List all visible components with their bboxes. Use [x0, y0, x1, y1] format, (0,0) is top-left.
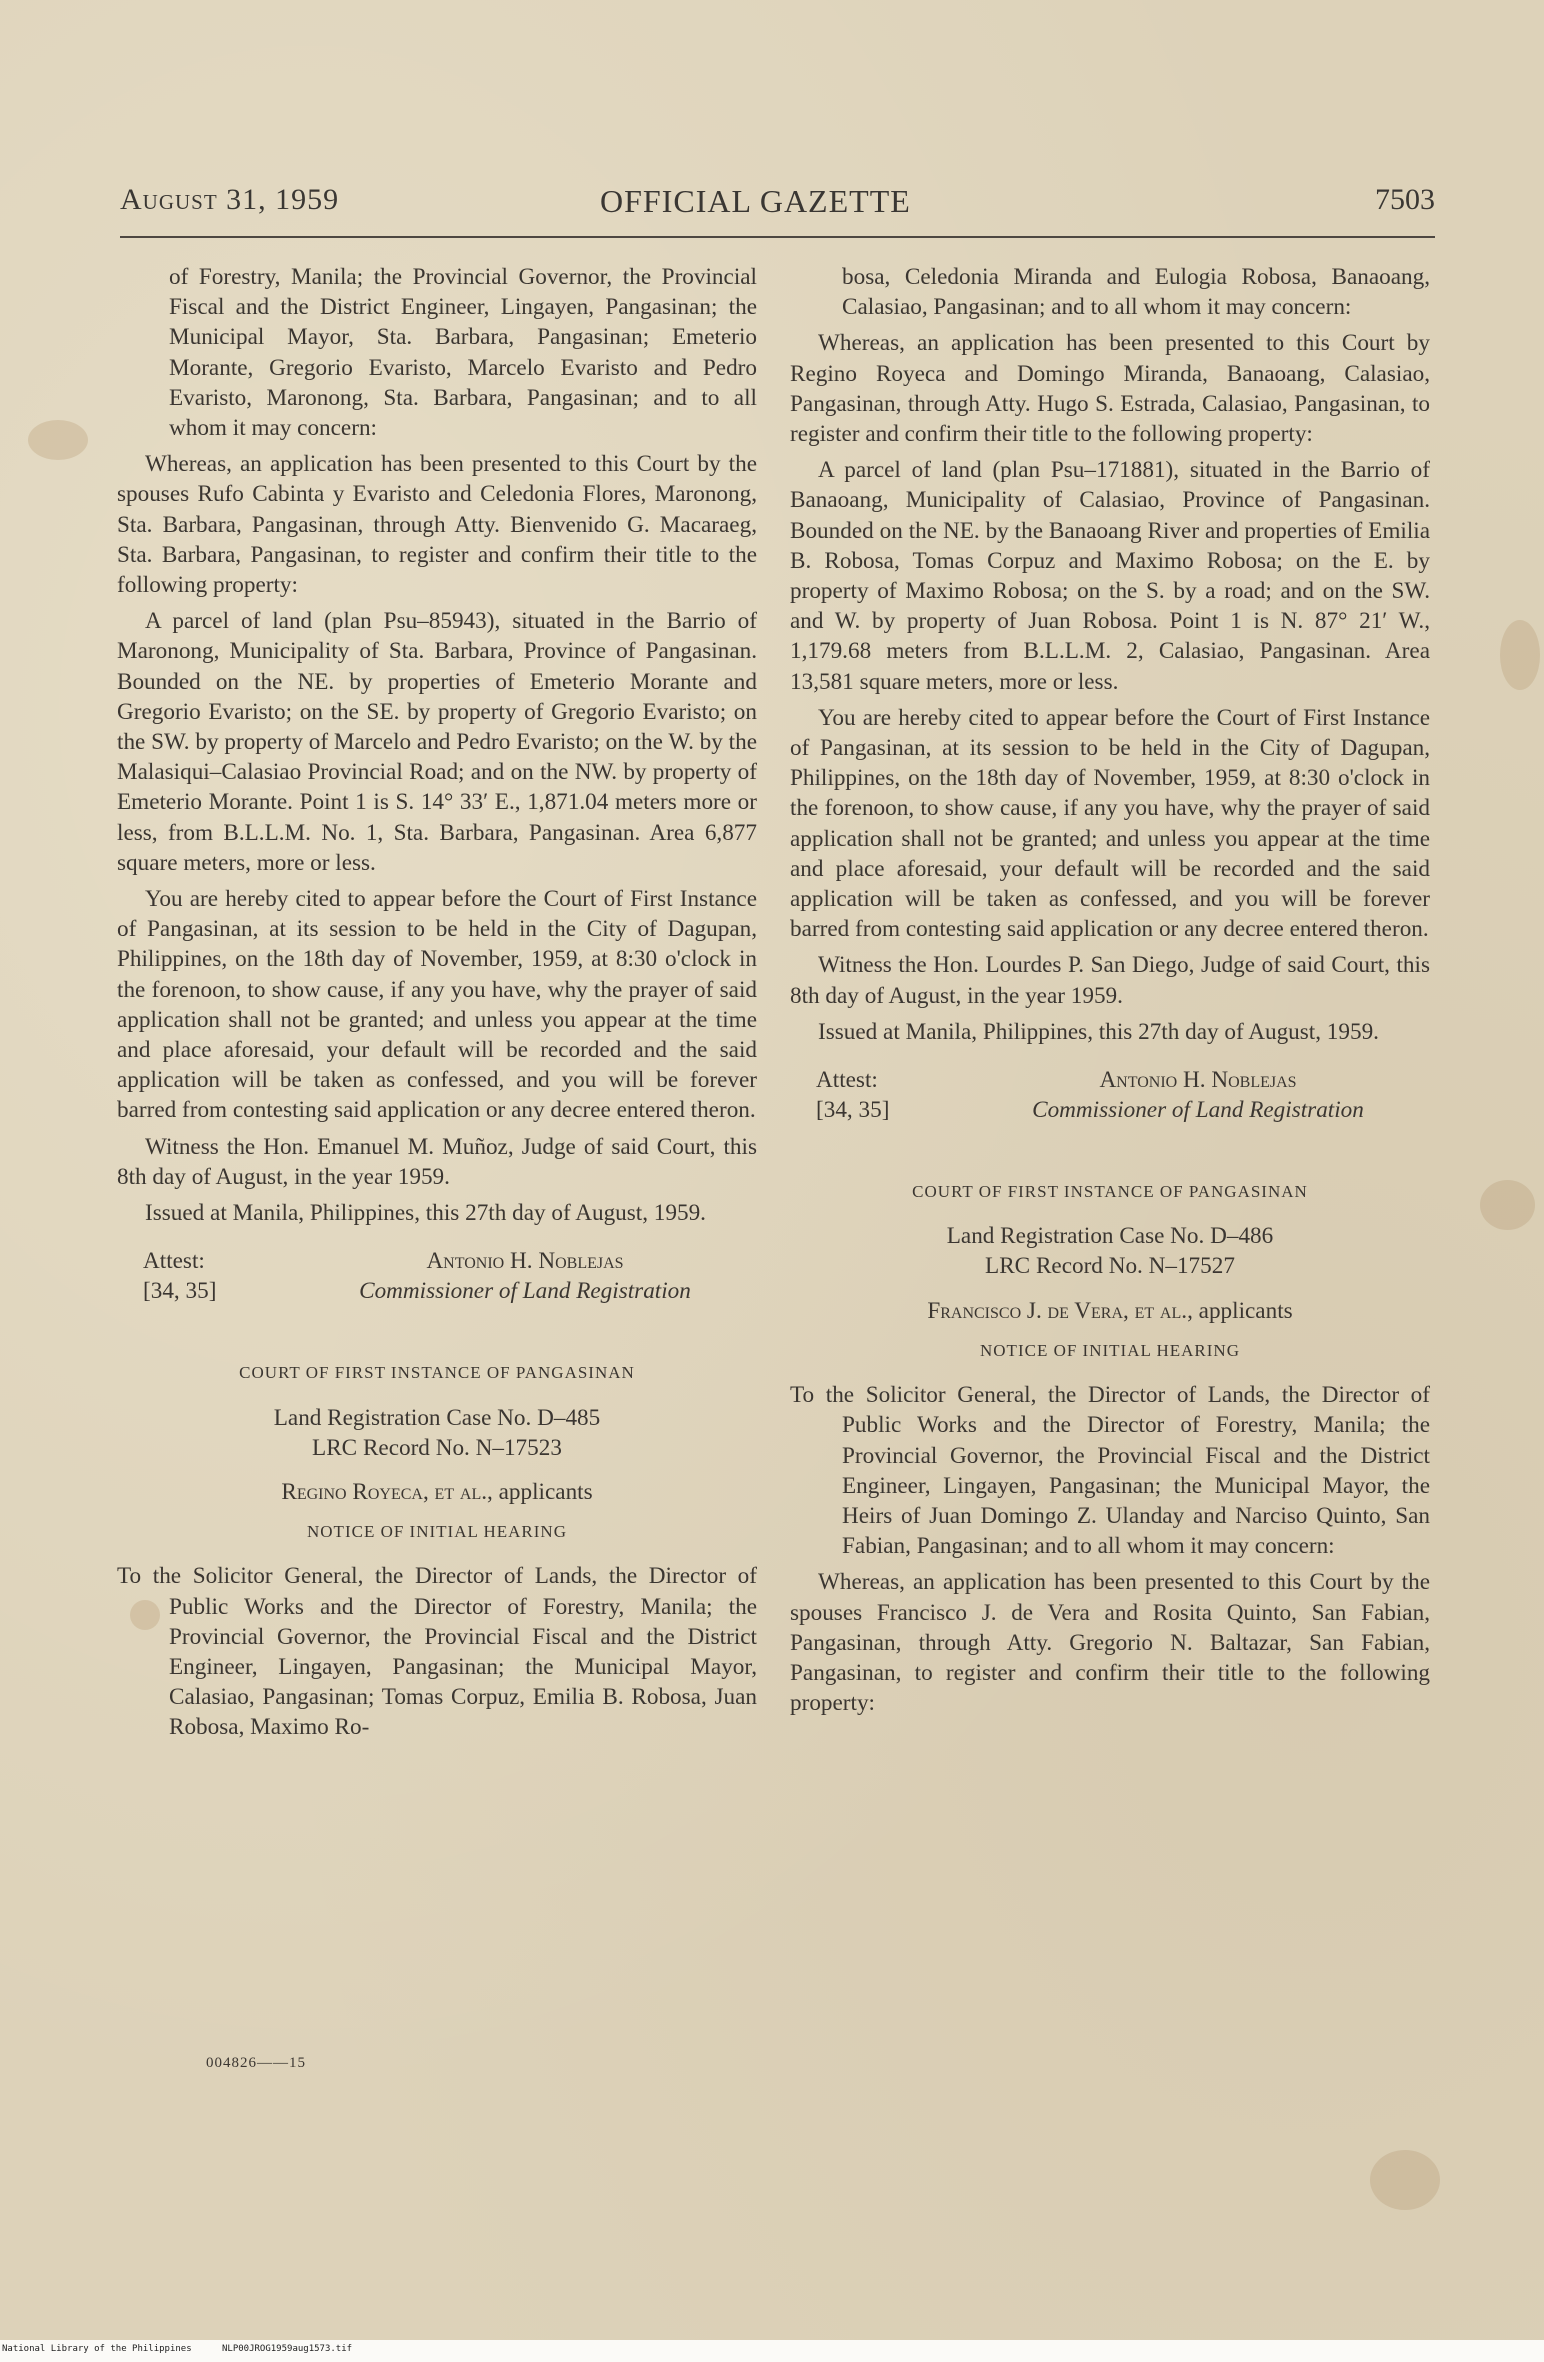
addressees-paragraph: To the Solicitor General, the Director of Lands, the Director of Public Works and the Director of Forestry, Manila; the Provincial Governor, the Provincial Fiscal and the District Engineer, Lingayen, Pangasinan; the Municipal Mayor, the Heirs of Juan Domingo Z. Ulanday and Narciso Quinto, San Fabian, Pangasinan; and to all whom it may concern: — [790, 1382, 1430, 1560]
attestation-block — [117, 1246, 757, 1306]
paper-stain — [28, 420, 88, 460]
applicant-suffix: , applicants — [487, 1478, 593, 1505]
paper-stain — [1500, 620, 1540, 690]
signer-name: Antonio H. Noblejas — [426, 1248, 624, 1275]
notice-heading: NOTICE OF INITIAL HEARING — [980, 1340, 1240, 1360]
court-heading: COURT OF FIRST INSTANCE OF PANGASINAN — [912, 1182, 1308, 1202]
signer-role: Commissioner of Land Registration — [1032, 1097, 1364, 1124]
citation-paragraph: You are hereby cited to appear before the Court of First Instance of Pangasinan, at its session to be held in the City of Dagupan, Philippines, on the 18th day of November, 1959, at 8:30 o'clock in the forenoon, to show cause, if any you have, why the prayer of said application shall not be granted; and unless you appear at the time and place aforesaid, your default will be recorded and the said application will be taken as confessed, and you will be forever barred from contesting said application or any decree entered theron. — [790, 704, 1430, 943]
scan-filename: NLP00JROG1959aug1573.tif — [222, 2344, 353, 2354]
addressees-paragraph: To the Solicitor General, the Director of Lands, the Director of Public Works and the Director of Forestry, Manila; the Provincial Governor, the Provincial Fiscal and the District Engineer, Lingayen, Pangasinan; the Municipal Mayor, Calasiao, Pangasinan; Tomas Corpuz, Emilia B. Robosa, Juan Robosa, Maximo Ro- — [117, 1563, 757, 1741]
application-paragraph: Whereas, an application has been presented to this Court by the spouses Rufo Cabinta y Evaristo and Celedonia Flores, Maronong, Sta. Barbara, Pangasinan, through Atty. Bienvenido G. Macaraeg, Sta. Barbara, Pangasinan, to register and confirm their title to the following property: — [117, 451, 757, 599]
attest-reference: [34, 35] — [143, 1278, 217, 1305]
publication-title: OFFICIAL GAZETTE — [600, 183, 911, 219]
property-description: A parcel of land (plan Psu–85943), situated in the Barrio of Maronong, Municipality of Sta. Barbara, Province of Pangasinan. Bounded on the NE. by properties of Emeterio Morante and Gregorio Evaristo; on the SE. by property of Gregorio Evaristo; on the SW. by property of Marcelo and Pedro Evaristo; on the W. by the Malasiqui–Calasiao Provincial Road; and on the NW. by property of Emeterio Morante. Point 1 is S. 14° 33′ E., 1,871.04 meters more or less, from B.L.L.M. No. 1, Sta. Barbara, Pangasinan. Area 6,877 square meters, more or less. — [117, 608, 757, 876]
applicant-name: Francisco J. de Vera, et al. — [927, 1297, 1188, 1324]
applicant-name: Regino Royeca, et al. — [281, 1478, 488, 1505]
page-header — [120, 183, 1435, 223]
application-paragraph: Whereas, an application has been presented to this Court by the spouses Francisco J. de Vera and Rosita Quinto, San Fabian, Pangasinan, through Atty. Gregorio N. Baltazar, San Fabian, Pangasinan, to register and confirm their title to the following property: — [790, 1569, 1430, 1717]
addressees-continued: of Forestry, Manila; the Provincial Governor, the Provincial Fiscal and the District Engineer, Lingayen, Pangasinan; the Municipal Mayor, Sta. Barbara, Pangasinan; Emeterio Morante, Gregorio Evaristo, Marcelo Evaristo and Pedro Evaristo, Maronong, Sta. Barbara, Pangasinan; and to all whom it may concern: — [169, 264, 757, 442]
case-number: Land Registration Case No. D–486 — [946, 1223, 1274, 1250]
print-code: 004826——15 — [206, 2055, 306, 2071]
attest-label: Attest: — [143, 1248, 205, 1275]
page-number: 7503 — [1375, 183, 1435, 216]
library-credit: National Library of the Philippines — [2, 2344, 192, 2354]
lrc-record: LRC Record No. N–17527 — [985, 1253, 1235, 1280]
issue-date: August 31, 1959 — [120, 183, 340, 216]
notice-heading: NOTICE OF INITIAL HEARING — [307, 1522, 567, 1542]
signer-name: Antonio H. Noblejas — [1099, 1067, 1297, 1094]
addressees-continued: bosa, Celedonia Miranda and Eulogia Robosa, Banaoang, Calasiao, Pangasinan; and to all whom it may concern: — [842, 264, 1430, 321]
witness-paragraph: Witness the Hon. Lourdes P. San Diego, Judge of said Court, this 8th day of August, in the year 1959. — [790, 952, 1430, 1009]
citation-paragraph: You are hereby cited to appear before the Court of First Instance of Pangasinan, at its session to be held in the City of Dagupan, Philippines, on the 18th day of November, 1959, at 8:30 o'clock in the forenoon, to show cause, if any you have, why the prayer of said application shall not be granted; and unless you appear at the time and place aforesaid, your default will be recorded and the said application will be taken as confessed, and you will be forever barred from contesting said application or any decree entered theron. — [117, 886, 757, 1124]
left-column — [117, 262, 757, 1749]
lrc-record: LRC Record No. N–17523 — [312, 1434, 562, 1461]
scan-footer — [0, 2340, 1544, 2362]
paper-stain — [1370, 2150, 1440, 2210]
applicants-line — [117, 1477, 757, 1507]
applicants-line — [790, 1296, 1430, 1326]
issued-paragraph: Issued at Manila, Philippines, this 27th day of August, 1959. — [145, 1200, 706, 1227]
witness-paragraph: Witness the Hon. Emanuel M. Muñoz, Judge of said Court, this 8th day of August, in the year 1959. — [117, 1133, 757, 1190]
court-heading: COURT OF FIRST INSTANCE OF PANGASINAN — [239, 1363, 635, 1383]
applicant-suffix: , applicants — [1187, 1297, 1293, 1324]
right-column — [790, 262, 1430, 1724]
header-rule — [120, 236, 1435, 238]
issued-paragraph: Issued at Manila, Philippines, this 27th day of August, 1959. — [818, 1018, 1379, 1045]
application-paragraph: Whereas, an application has been presented to this Court by Regino Royeca and Domingo Miranda, Banaoang, Calasiao, Pangasinan, through Atty. Hugo S. Estrada, Calasiao, Pangasinan, to register and confirm their title to the following property: — [790, 330, 1430, 448]
case-number: Land Registration Case No. D–485 — [273, 1404, 601, 1431]
attest-reference: [34, 35] — [816, 1097, 890, 1124]
signer-role: Commissioner of Land Registration — [359, 1278, 691, 1305]
paper-stain — [1480, 1180, 1535, 1230]
attestation-block — [790, 1065, 1430, 1125]
property-description: A parcel of land (plan Psu–171881), situated in the Barrio of Banaoang, Municipality of Calasiao, Province of Pangasinan. Bounded on the NE. by the Banaoang River and properties of Emilia B. Robosa, Tomas Corpuz and Maximo Robosa; on the E. by property of Maximo Robosa; on the S. by a road; and on the SW. and W. by property of Juan Robosa. Point 1 is N. 87° 21′ W., 1,179.68 meters from B.L.L.M. 2, Calasiao, Pangasinan. Area 13,581 square meters, more or less. — [790, 457, 1430, 695]
attest-label: Attest: — [816, 1067, 878, 1094]
